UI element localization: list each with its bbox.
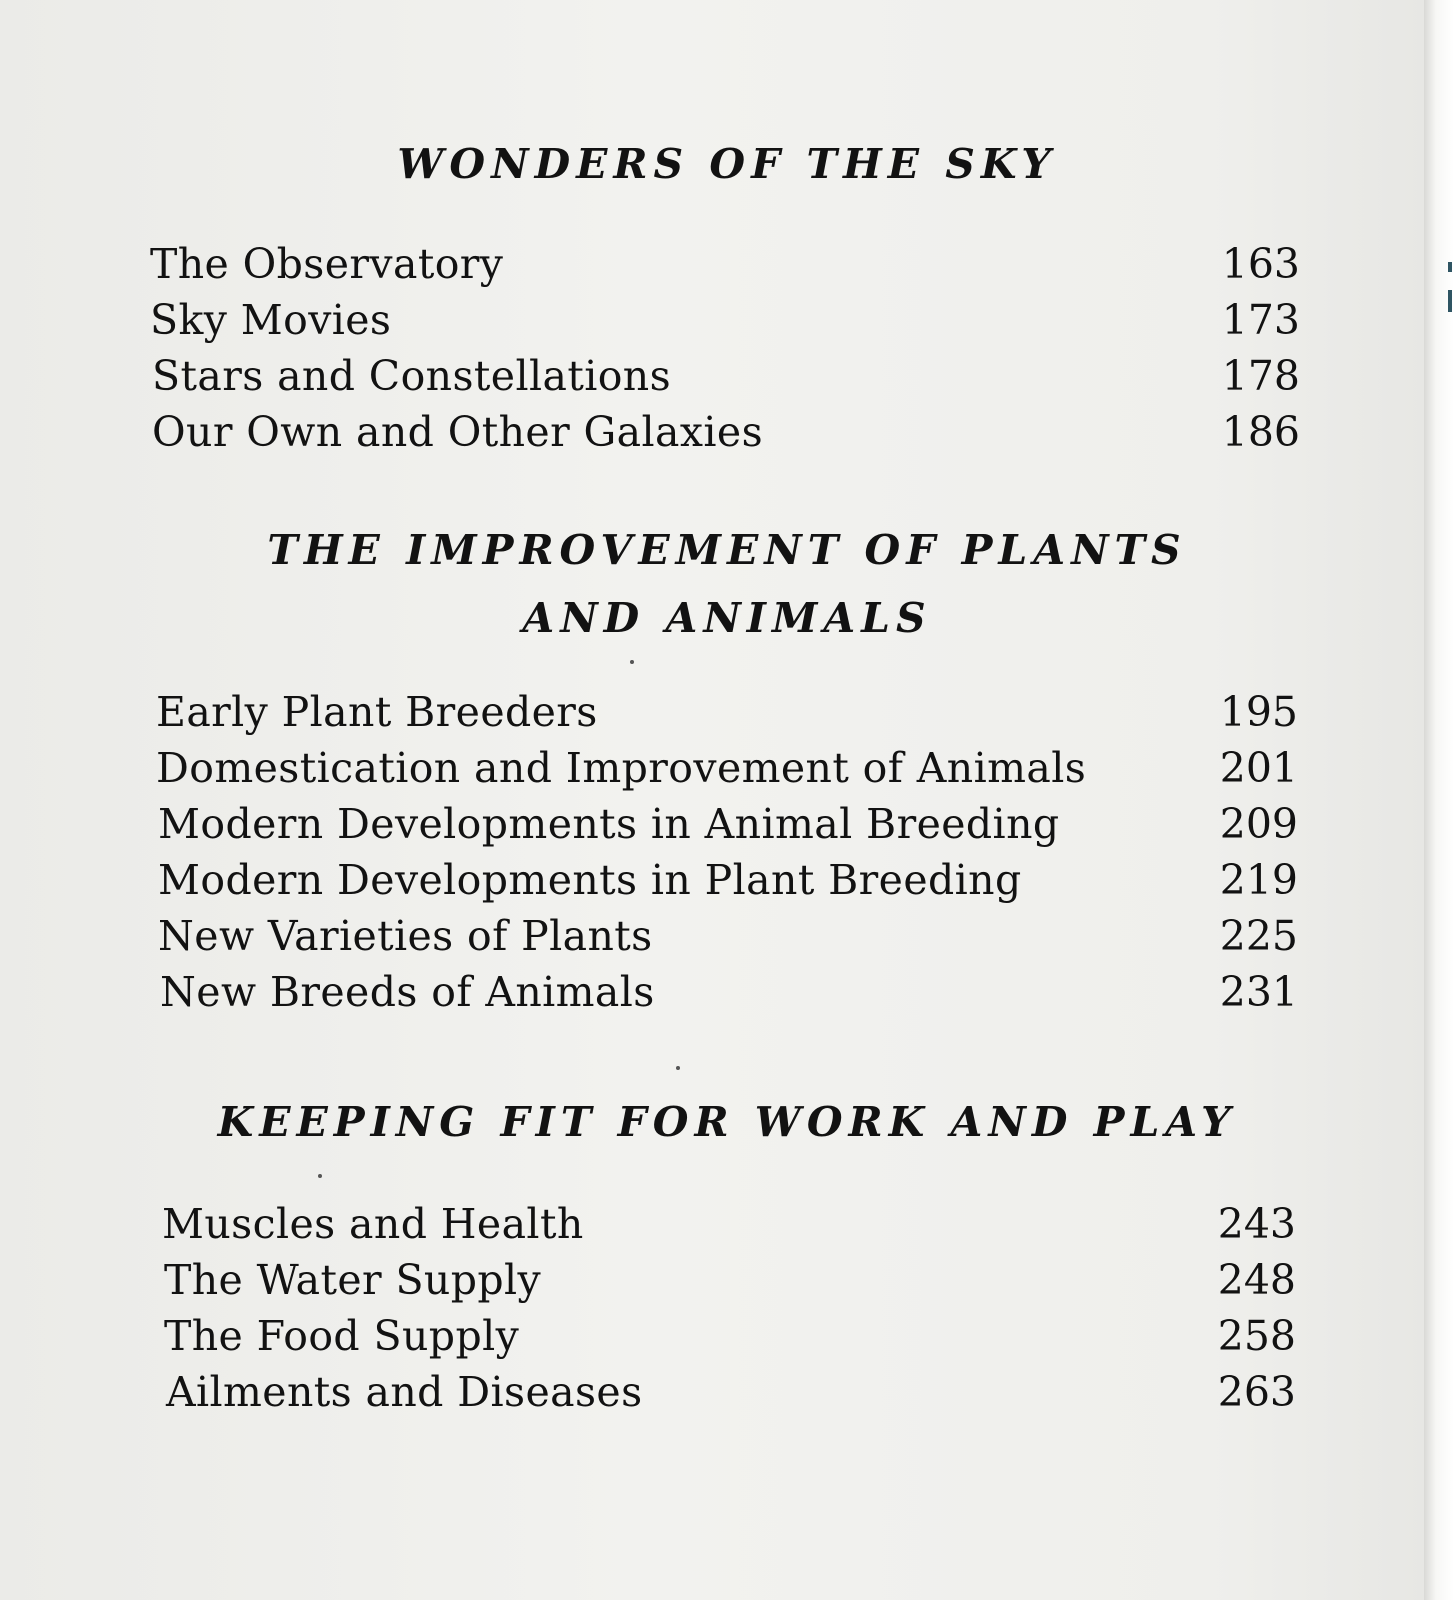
toc-entry — [162, 1196, 1296, 1252]
entry-title: Sky Movies — [150, 296, 392, 344]
edge-mark — [1448, 290, 1452, 312]
entry-title: Domestication and Improvement of Animals — [156, 744, 1087, 792]
entry-page-number: 225 — [1219, 912, 1298, 960]
entry-title: New Breeds of Animals — [160, 968, 655, 1016]
toc-entry — [158, 796, 1298, 852]
ink-speck — [676, 1066, 680, 1070]
entry-title: Modern Developments in Animal Breeding — [158, 800, 1060, 848]
toc-entry — [166, 1364, 1296, 1420]
entry-page-number: 248 — [1217, 1256, 1296, 1304]
toc-entry — [158, 852, 1298, 908]
toc-entry — [152, 404, 1300, 460]
entry-title: The Water Supply — [164, 1256, 542, 1304]
section-heading-sky: WONDERS OF THE SKY — [397, 140, 1057, 188]
entry-page-number: 263 — [1217, 1368, 1296, 1416]
toc-entry — [156, 684, 1298, 740]
edge-mark — [1448, 262, 1452, 272]
toc-entry — [156, 740, 1298, 796]
entry-page-number: 195 — [1219, 688, 1298, 736]
toc-entry — [160, 964, 1298, 1020]
entry-title: Muscles and Health — [162, 1200, 584, 1248]
entry-page-number: 258 — [1217, 1312, 1296, 1360]
entry-title: Ailments and Diseases — [166, 1368, 643, 1416]
entry-page-number: 219 — [1219, 856, 1298, 904]
section-heading-fitness: KEEPING FIT FOR WORK AND PLAY — [217, 1098, 1237, 1146]
ink-speck — [318, 1174, 322, 1178]
entry-page-number: 186 — [1221, 408, 1300, 456]
section-heading-plants-line-1: THE IMPROVEMENT OF PLANTS — [267, 526, 1187, 574]
entry-page-number: 201 — [1219, 744, 1298, 792]
toc-entry — [150, 292, 1300, 348]
entry-title: Modern Developments in Plant Breeding — [158, 856, 1022, 904]
entry-page-number: 173 — [1221, 296, 1300, 344]
toc-entry — [164, 1308, 1296, 1364]
section-heading-plants-line-2: AND ANIMALS — [522, 594, 932, 642]
toc-entry — [152, 348, 1300, 404]
entry-title: The Observatory — [150, 240, 504, 288]
entry-title: Early Plant Breeders — [156, 688, 598, 736]
entry-title: The Food Supply — [164, 1312, 520, 1360]
page-edge — [1424, 0, 1454, 1600]
entry-page-number: 178 — [1221, 352, 1300, 400]
toc-entry — [150, 236, 1300, 292]
entry-page-number: 163 — [1221, 240, 1300, 288]
entry-title: Our Own and Other Galaxies — [152, 408, 764, 456]
entry-page-number: 209 — [1219, 800, 1298, 848]
entry-page-number: 243 — [1217, 1200, 1296, 1248]
ink-speck — [630, 660, 634, 664]
toc-entry — [164, 1252, 1296, 1308]
entry-title: Stars and Constellations — [152, 352, 672, 400]
toc-entry — [158, 908, 1298, 964]
entry-title: New Varieties of Plants — [158, 912, 653, 960]
entry-page-number: 231 — [1219, 968, 1298, 1016]
